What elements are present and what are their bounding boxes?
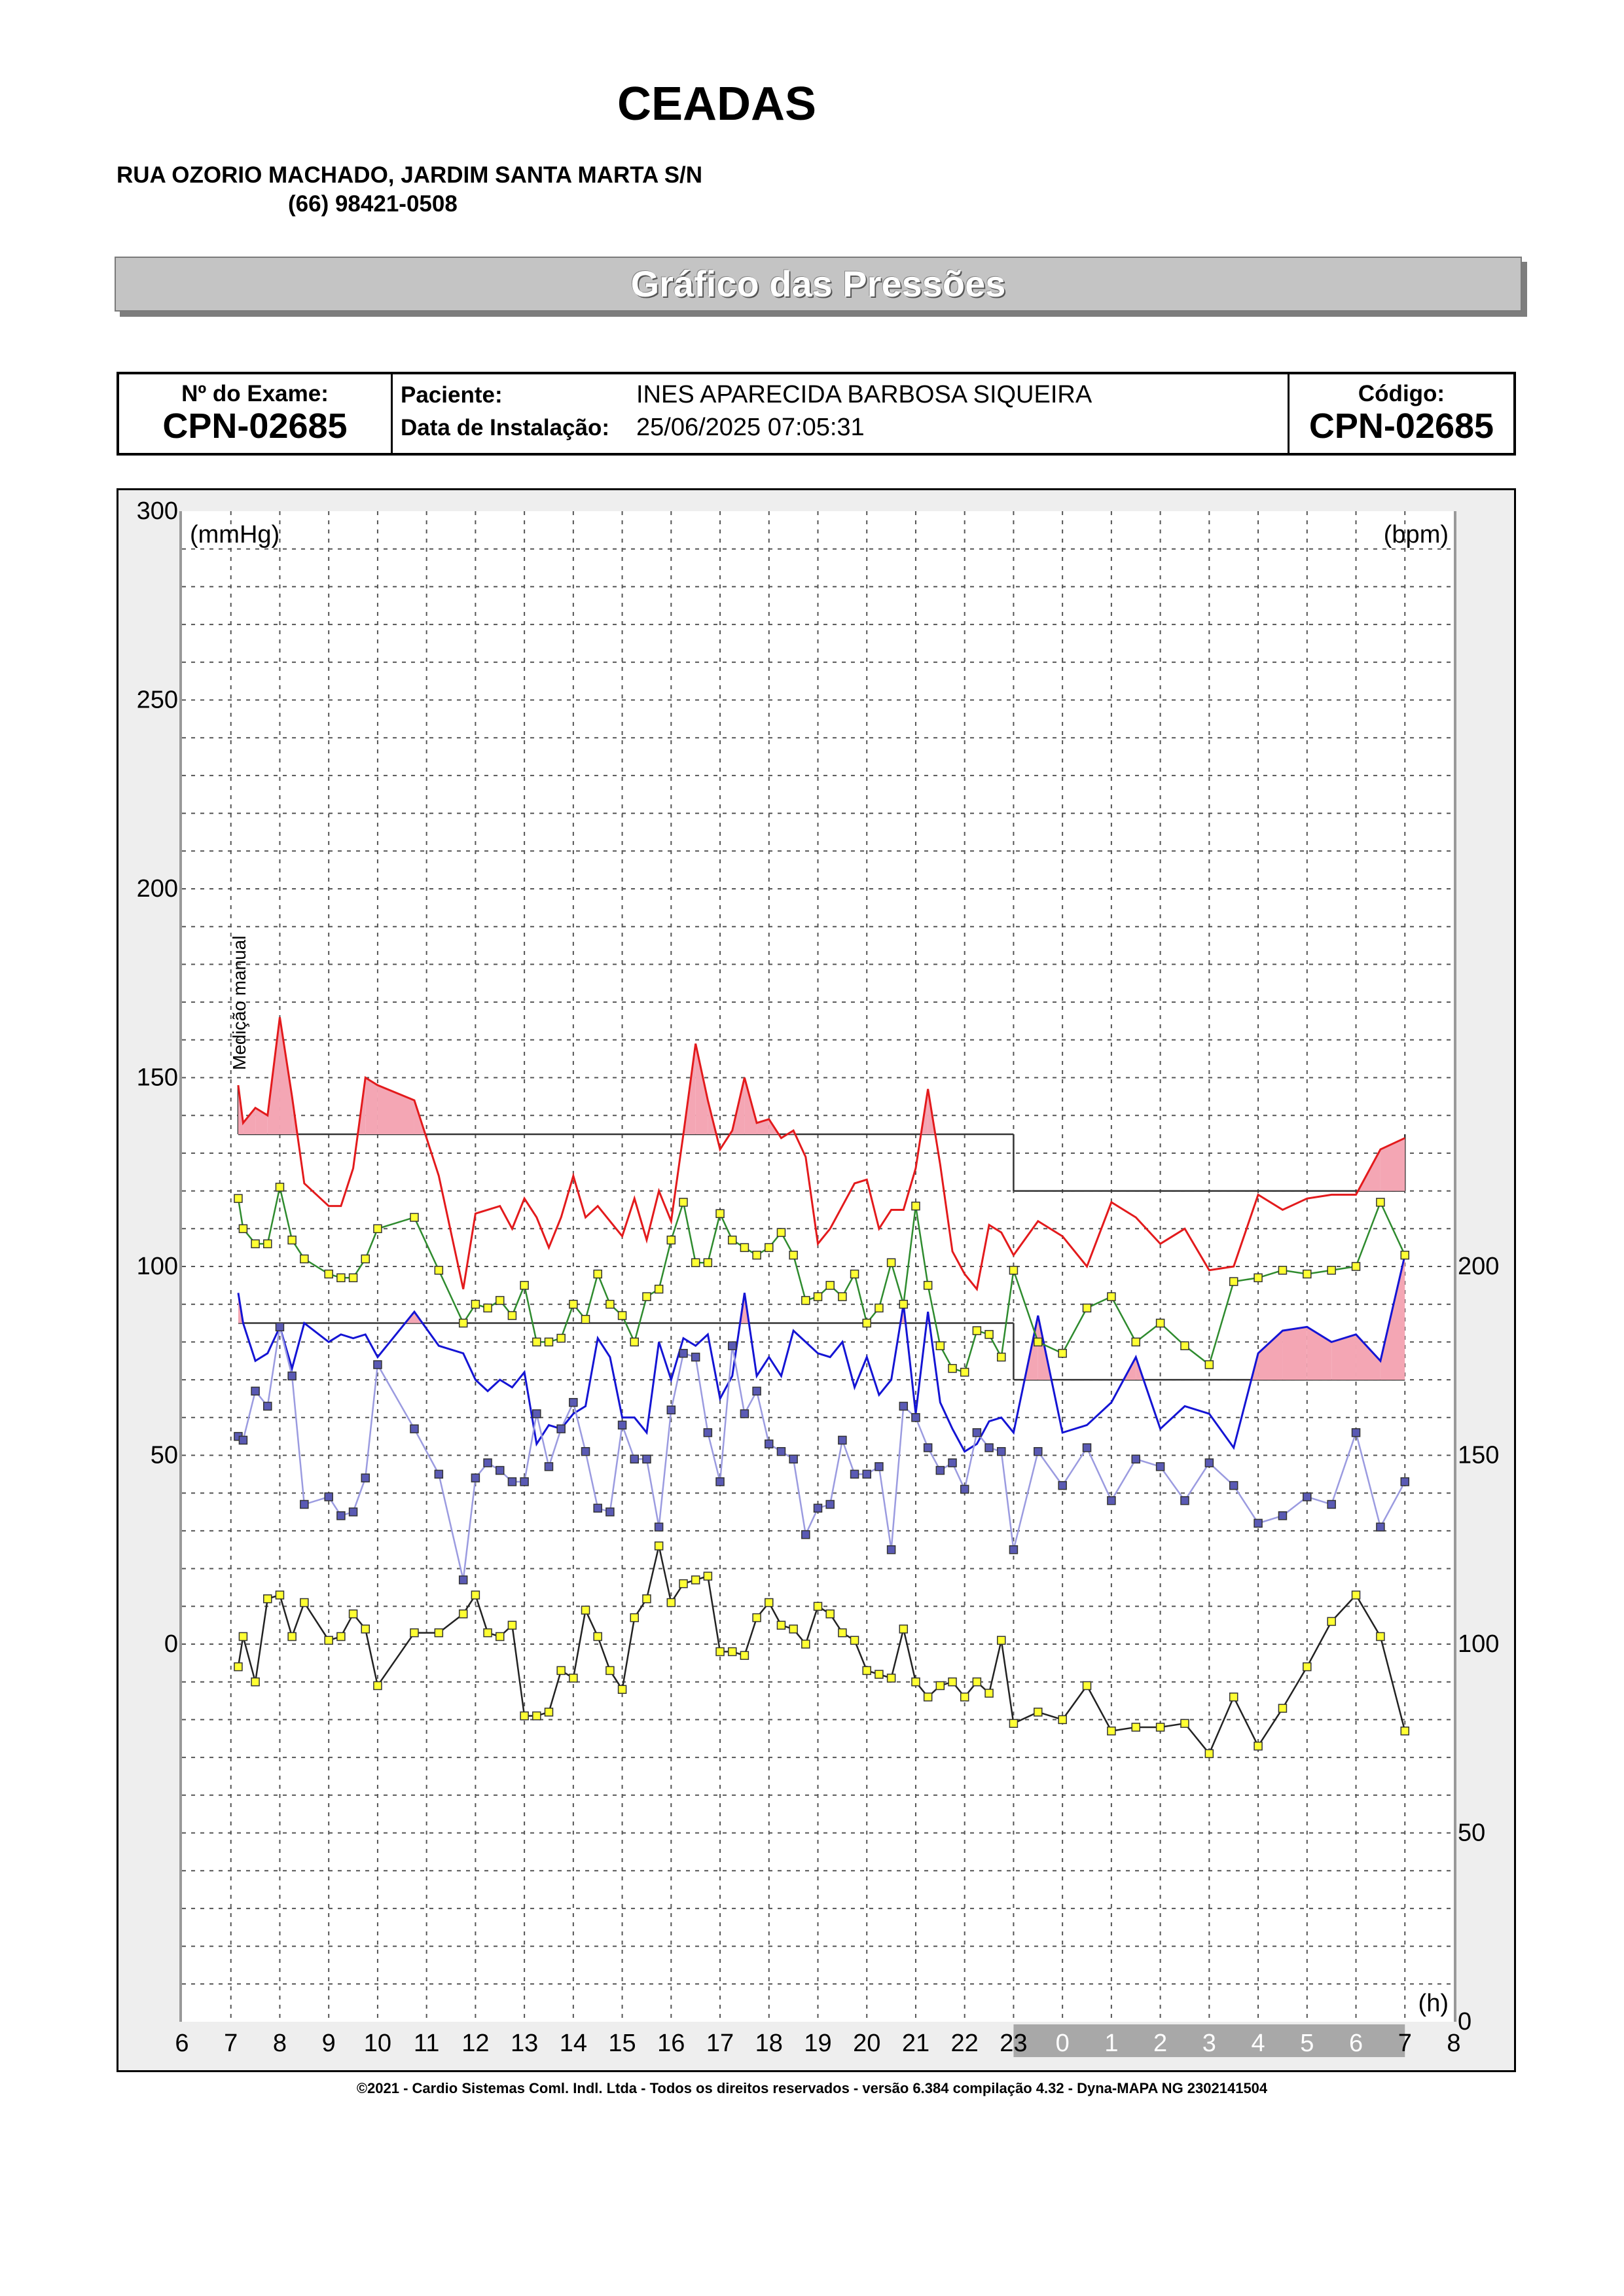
pulse-pressure-point xyxy=(729,1342,736,1350)
pulse-pressure-point xyxy=(777,1448,785,1456)
heart-rate-point xyxy=(1377,1632,1384,1640)
x-tick-label: 2 xyxy=(1153,2030,1168,2057)
mean-point xyxy=(1352,1263,1360,1270)
x-tick-label: 9 xyxy=(321,2030,336,2057)
patient-name: INES APARECIDA BARBOSA SIQUEIRA xyxy=(636,381,1092,408)
mean-point xyxy=(337,1274,345,1282)
y-left-tick-label: 150 xyxy=(136,1064,178,1092)
mean-point xyxy=(802,1297,810,1304)
pressure-chart xyxy=(117,488,1516,2072)
pulse-pressure-point xyxy=(826,1501,834,1509)
pulse-pressure-point xyxy=(789,1455,797,1463)
mean-point xyxy=(973,1327,981,1335)
heart-rate-point xyxy=(998,1636,1005,1644)
heart-rate-point xyxy=(533,1712,541,1720)
mean-point xyxy=(619,1312,626,1319)
mean-point xyxy=(606,1300,614,1308)
pulse-pressure-point xyxy=(875,1463,883,1471)
mean-point xyxy=(545,1338,552,1346)
mean-point xyxy=(361,1255,369,1263)
heart-rate-point xyxy=(729,1648,736,1656)
mean-point xyxy=(288,1236,296,1244)
pulse-pressure-point xyxy=(851,1470,859,1478)
exam-info-box xyxy=(117,372,1516,456)
pulse-pressure-point xyxy=(288,1372,296,1380)
x-tick-label: 21 xyxy=(901,2030,930,2057)
pulse-pressure-point xyxy=(1352,1429,1360,1437)
mean-point xyxy=(484,1304,492,1312)
code-cell xyxy=(1290,374,1513,453)
pulse-pressure-point xyxy=(814,1504,822,1512)
heart-rate-point xyxy=(1181,1719,1189,1727)
x-tick-label: 11 xyxy=(413,2030,440,2057)
heart-rate-point xyxy=(899,1625,907,1633)
heart-rate-point xyxy=(863,1666,871,1674)
pulse-pressure-point xyxy=(1303,1493,1311,1501)
heart-rate-point xyxy=(496,1632,504,1640)
mean-point xyxy=(460,1319,467,1327)
mean-point xyxy=(740,1244,748,1251)
y-right-tick-label: 0 xyxy=(1458,2008,1472,2036)
heart-rate-point xyxy=(460,1610,467,1618)
mean-point xyxy=(1205,1361,1213,1369)
pulse-pressure-point xyxy=(520,1478,528,1486)
pulse-pressure-point xyxy=(839,1436,846,1444)
heart-rate-point xyxy=(435,1629,442,1637)
mean-point xyxy=(985,1331,993,1338)
heart-rate-point xyxy=(557,1666,565,1674)
pulse-pressure-point xyxy=(912,1414,920,1422)
mean-point xyxy=(557,1335,565,1342)
heart-rate-point xyxy=(1352,1591,1360,1599)
heart-rate-point xyxy=(973,1678,981,1686)
exam-number: CPN-02685 xyxy=(162,406,348,446)
heart-rate-point xyxy=(288,1632,296,1640)
heart-rate-point xyxy=(1058,1715,1066,1723)
pulse-pressure-point xyxy=(619,1421,626,1429)
pulse-pressure-point xyxy=(998,1448,1005,1456)
install-date-label: Data de Instalação: xyxy=(401,415,609,440)
pulse-pressure-point xyxy=(1009,1546,1017,1554)
heart-rate-point xyxy=(753,1614,761,1622)
pulse-pressure-point xyxy=(582,1448,590,1456)
mean-point xyxy=(839,1293,846,1300)
mean-point xyxy=(655,1285,663,1293)
mean-point xyxy=(264,1240,272,1247)
pulse-pressure-point xyxy=(508,1478,516,1486)
pulse-pressure-point xyxy=(1132,1455,1140,1463)
pulse-pressure-point xyxy=(630,1455,638,1463)
pulse-pressure-point xyxy=(361,1474,369,1482)
pulse-pressure-point xyxy=(460,1576,467,1584)
heart-rate-point xyxy=(839,1629,846,1637)
x-tick-label: 18 xyxy=(755,2030,783,2057)
heart-rate-point xyxy=(875,1670,883,1678)
x-tick-label: 3 xyxy=(1202,2030,1216,2057)
mean-point xyxy=(1108,1293,1115,1300)
mean-point xyxy=(826,1282,834,1289)
mean-point xyxy=(888,1259,895,1266)
pulse-pressure-point xyxy=(961,1485,969,1493)
mean-point xyxy=(704,1259,712,1266)
heart-rate-point xyxy=(619,1685,626,1693)
clinic-name: CEADAS xyxy=(617,78,817,130)
patient-cell xyxy=(393,374,1290,453)
heart-rate-point xyxy=(374,1681,382,1689)
mean-point xyxy=(1058,1350,1066,1357)
mean-point xyxy=(1181,1342,1189,1350)
pulse-pressure-point xyxy=(1327,1501,1335,1509)
pulse-pressure-point xyxy=(1181,1497,1189,1505)
pulse-pressure-point xyxy=(985,1444,993,1452)
heart-rate-point xyxy=(1205,1749,1213,1757)
chart-canvas xyxy=(118,490,1514,2070)
heart-rate-point xyxy=(948,1678,956,1686)
heart-rate-point xyxy=(655,1542,663,1550)
section-title: Gráfico das Pressões xyxy=(630,263,1006,304)
heart-rate-point xyxy=(569,1674,577,1682)
pulse-pressure-point xyxy=(1377,1523,1384,1531)
heart-rate-point xyxy=(1230,1693,1238,1701)
heart-rate-point xyxy=(643,1595,651,1603)
mean-point xyxy=(300,1255,308,1263)
x-tick-label: 14 xyxy=(559,2030,587,2057)
heart-rate-point xyxy=(716,1648,724,1656)
mean-point xyxy=(1327,1266,1335,1274)
systolic-excess-area xyxy=(365,1078,378,1135)
mean-point xyxy=(667,1236,675,1244)
heart-rate-point xyxy=(410,1629,418,1637)
mean-point xyxy=(1377,1198,1384,1206)
pulse-pressure-point xyxy=(350,1508,357,1516)
pulse-pressure-point xyxy=(276,1323,283,1331)
heart-rate-point xyxy=(471,1591,479,1599)
pulse-pressure-point xyxy=(679,1350,687,1357)
x-tick-label: 6 xyxy=(1348,2030,1363,2057)
x-tick-label: 7 xyxy=(1398,2030,1412,2057)
mean-point xyxy=(325,1270,333,1278)
mean-point xyxy=(496,1297,504,1304)
mean-point xyxy=(251,1240,259,1247)
heart-rate-point xyxy=(924,1693,932,1701)
heart-rate-point xyxy=(234,1663,242,1671)
diastolic-excess-area xyxy=(1282,1327,1307,1380)
mean-point xyxy=(471,1300,479,1308)
code-value: CPN-02685 xyxy=(1308,406,1494,446)
heart-rate-point xyxy=(606,1666,614,1674)
mean-point xyxy=(630,1338,638,1346)
x-tick-label: 6 xyxy=(175,2030,189,2057)
heart-rate-point xyxy=(1132,1723,1140,1731)
heart-rate-point xyxy=(1401,1727,1409,1735)
heart-rate-point xyxy=(679,1580,687,1588)
patient-label: Paciente: xyxy=(401,382,503,408)
pulse-pressure-point xyxy=(765,1440,773,1448)
pulse-pressure-point xyxy=(1278,1512,1286,1520)
pulse-pressure-point xyxy=(545,1463,552,1471)
pulse-pressure-point xyxy=(924,1444,932,1452)
section-banner xyxy=(115,257,1522,312)
pulse-pressure-point xyxy=(888,1546,895,1554)
heart-rate-point xyxy=(520,1712,528,1720)
mean-point xyxy=(435,1266,442,1274)
mean-point xyxy=(234,1194,242,1202)
heart-rate-point xyxy=(545,1708,552,1716)
pulse-pressure-point xyxy=(1254,1519,1262,1527)
x-tick-label: 7 xyxy=(224,2030,238,2057)
pulse-pressure-point xyxy=(863,1470,871,1478)
mean-point xyxy=(276,1183,283,1191)
pulse-pressure-point xyxy=(973,1429,981,1437)
mean-point xyxy=(1157,1319,1164,1327)
x-unit-label: (h) xyxy=(1418,1990,1449,2017)
heart-rate-point xyxy=(1157,1723,1164,1731)
x-tick-label: 1 xyxy=(1104,2030,1119,2057)
pulse-pressure-point xyxy=(1157,1463,1164,1471)
x-tick-label: 12 xyxy=(461,2030,490,2057)
pulse-pressure-point xyxy=(1108,1497,1115,1505)
mean-point xyxy=(374,1225,382,1232)
x-tick-label: 10 xyxy=(363,2030,392,2057)
clinic-phone: (66) 98421-0508 xyxy=(288,191,458,217)
mean-point xyxy=(1009,1266,1017,1274)
y-right-tick-label: 50 xyxy=(1458,1819,1486,1847)
y-right-tick-label: 200 xyxy=(1458,1253,1500,1280)
pulse-pressure-point xyxy=(239,1436,247,1444)
mean-point xyxy=(410,1213,418,1221)
heart-rate-point xyxy=(704,1572,712,1580)
heart-rate-point xyxy=(765,1599,773,1607)
pulse-pressure-point xyxy=(643,1455,651,1463)
heart-rate-point xyxy=(740,1651,748,1659)
pulse-pressure-point xyxy=(374,1361,382,1369)
heart-rate-point xyxy=(630,1614,638,1622)
x-tick-label: 5 xyxy=(1300,2030,1314,2057)
heart-rate-point xyxy=(276,1591,283,1599)
x-tick-label: 16 xyxy=(657,2030,685,2057)
mean-point xyxy=(924,1282,932,1289)
heart-rate-point xyxy=(1327,1617,1335,1625)
y-left-tick-label: 300 xyxy=(136,497,178,525)
heart-rate-point xyxy=(777,1621,785,1629)
x-tick-label: 8 xyxy=(272,2030,287,2057)
mean-point xyxy=(1303,1270,1311,1278)
x-tick-label: 19 xyxy=(804,2030,832,2057)
pulse-pressure-point xyxy=(325,1493,333,1501)
mean-point xyxy=(239,1225,247,1232)
mean-point xyxy=(716,1210,724,1217)
mean-point xyxy=(1034,1338,1042,1346)
x-tick-label: 23 xyxy=(1000,2030,1028,2057)
heart-rate-point xyxy=(337,1632,345,1640)
pulse-pressure-point xyxy=(569,1399,577,1407)
pulse-pressure-point xyxy=(435,1470,442,1478)
heart-rate-point xyxy=(985,1689,993,1697)
pulse-pressure-point xyxy=(1230,1482,1238,1490)
right-unit-label: (bpm) xyxy=(1383,521,1449,548)
mean-point xyxy=(594,1270,602,1278)
x-tick-label: 22 xyxy=(950,2030,979,2057)
pulse-pressure-point xyxy=(948,1459,956,1467)
pulse-pressure-point xyxy=(802,1531,810,1539)
mean-point xyxy=(508,1312,516,1319)
mean-point xyxy=(533,1338,541,1346)
heart-rate-point xyxy=(814,1602,822,1610)
heart-rate-point xyxy=(484,1629,492,1637)
pulse-pressure-point xyxy=(1034,1448,1042,1456)
mean-point xyxy=(692,1259,700,1266)
y-left-tick-label: 200 xyxy=(136,875,178,903)
mean-point xyxy=(729,1236,736,1244)
mean-point xyxy=(1401,1251,1409,1259)
x-tick-label: 17 xyxy=(706,2030,734,2057)
pulse-pressure-point xyxy=(936,1467,944,1475)
pulse-pressure-point xyxy=(251,1387,259,1395)
mean-point xyxy=(875,1304,883,1312)
footer-copyright: ©2021 - Cardio Sistemas Coml. Indl. Ltda - Todos os direitos reservados - versão 6.384 compilação 4.32 - Dyna-MAPA NG 2302141504 xyxy=(356,2080,1268,2096)
y-left-tick-label: 0 xyxy=(164,1630,178,1658)
heart-rate-point xyxy=(789,1625,797,1633)
heart-rate-point xyxy=(239,1632,247,1640)
mean-point xyxy=(1083,1304,1091,1312)
pulse-pressure-point xyxy=(300,1501,308,1509)
x-tick-label: 15 xyxy=(608,2030,636,2057)
clinic-address: RUA OZORIO MACHADO, JARDIM SANTA MARTA S/N xyxy=(117,162,703,188)
heart-rate-point xyxy=(1108,1727,1115,1735)
mean-point xyxy=(350,1274,357,1282)
heart-rate-point xyxy=(1034,1708,1042,1716)
mean-point xyxy=(777,1229,785,1236)
mean-point xyxy=(899,1300,907,1308)
heart-rate-point xyxy=(1254,1742,1262,1750)
x-tick-label: 0 xyxy=(1055,2030,1070,2057)
heart-rate-point xyxy=(1303,1663,1311,1671)
mean-point xyxy=(1132,1338,1140,1346)
heart-rate-point xyxy=(582,1606,590,1614)
heart-rate-point xyxy=(251,1678,259,1686)
pulse-pressure-point xyxy=(753,1387,761,1395)
mean-point xyxy=(789,1251,797,1259)
code-label: Código: xyxy=(1358,381,1445,406)
pulse-pressure-point xyxy=(606,1508,614,1516)
heart-rate-point xyxy=(300,1599,308,1607)
pulse-pressure-point xyxy=(1083,1444,1091,1452)
exam-number-cell xyxy=(119,374,393,453)
install-date: 25/06/2025 07:05:31 xyxy=(636,414,865,441)
x-tick-label: 4 xyxy=(1251,2030,1265,2057)
pulse-pressure-point xyxy=(692,1353,700,1361)
mean-point xyxy=(851,1270,859,1278)
y-left-tick-label: 50 xyxy=(150,1441,178,1469)
heart-rate-point xyxy=(264,1595,272,1603)
mean-point xyxy=(1278,1266,1286,1274)
pulse-pressure-point xyxy=(471,1474,479,1482)
mean-point xyxy=(912,1202,920,1210)
heart-rate-point xyxy=(350,1610,357,1618)
heart-rate-point xyxy=(826,1610,834,1618)
pulse-pressure-point xyxy=(667,1406,675,1414)
mean-point xyxy=(582,1316,590,1323)
heart-rate-point xyxy=(325,1636,333,1644)
mean-point xyxy=(520,1282,528,1289)
heart-rate-point xyxy=(888,1674,895,1682)
pulse-pressure-point xyxy=(740,1410,748,1418)
pulse-pressure-point xyxy=(484,1459,492,1467)
pulse-pressure-point xyxy=(1401,1478,1409,1486)
mean-point xyxy=(936,1342,944,1350)
pulse-pressure-point xyxy=(704,1429,712,1437)
left-unit-label: (mmHg) xyxy=(190,521,280,548)
mean-point xyxy=(1230,1278,1238,1285)
pulse-pressure-point xyxy=(716,1478,724,1486)
mean-point xyxy=(643,1293,651,1300)
x-tick-label: 13 xyxy=(510,2030,539,2057)
pulse-pressure-point xyxy=(1205,1459,1213,1467)
manual-measurement-annotation: Medição manual xyxy=(229,935,250,1070)
x-tick-label: 20 xyxy=(853,2030,881,2057)
heart-rate-point xyxy=(802,1640,810,1648)
pulse-pressure-point xyxy=(655,1523,663,1531)
heart-rate-point xyxy=(936,1681,944,1689)
x-tick-label: 8 xyxy=(1447,2030,1461,2057)
y-left-tick-label: 100 xyxy=(136,1253,178,1280)
pulse-pressure-point xyxy=(557,1425,565,1433)
heart-rate-point xyxy=(667,1599,675,1607)
y-right-tick-label: 150 xyxy=(1458,1441,1500,1469)
heart-rate-point xyxy=(361,1625,369,1633)
mean-point xyxy=(814,1293,822,1300)
y-right-tick-label: 100 xyxy=(1458,1630,1500,1658)
heart-rate-point xyxy=(1083,1681,1091,1689)
exam-number-label: Nº do Exame: xyxy=(181,381,329,406)
heart-rate-point xyxy=(912,1678,920,1686)
heart-rate-point xyxy=(961,1693,969,1701)
pulse-pressure-point xyxy=(496,1467,504,1475)
heart-rate-point xyxy=(508,1621,516,1629)
heart-rate-point xyxy=(1009,1719,1017,1727)
mean-point xyxy=(998,1353,1005,1361)
pulse-pressure-point xyxy=(264,1402,272,1410)
pulse-pressure-point xyxy=(533,1410,541,1418)
pulse-pressure-point xyxy=(1058,1482,1066,1490)
pulse-pressure-point xyxy=(410,1425,418,1433)
heart-rate-point xyxy=(851,1636,859,1644)
mean-point xyxy=(948,1365,956,1372)
heart-rate-point xyxy=(1278,1704,1286,1712)
mean-point xyxy=(753,1251,761,1259)
heart-rate-point xyxy=(594,1632,602,1640)
mean-point xyxy=(961,1369,969,1376)
mean-point xyxy=(569,1300,577,1308)
heart-rate-point xyxy=(692,1576,700,1584)
mean-point xyxy=(863,1319,871,1327)
mean-point xyxy=(1254,1274,1262,1282)
pulse-pressure-point xyxy=(337,1512,345,1520)
pulse-pressure-point xyxy=(594,1504,602,1512)
pulse-pressure-point xyxy=(899,1402,907,1410)
mean-point xyxy=(679,1198,687,1206)
mean-point xyxy=(765,1244,773,1251)
y-left-tick-label: 250 xyxy=(136,686,178,714)
